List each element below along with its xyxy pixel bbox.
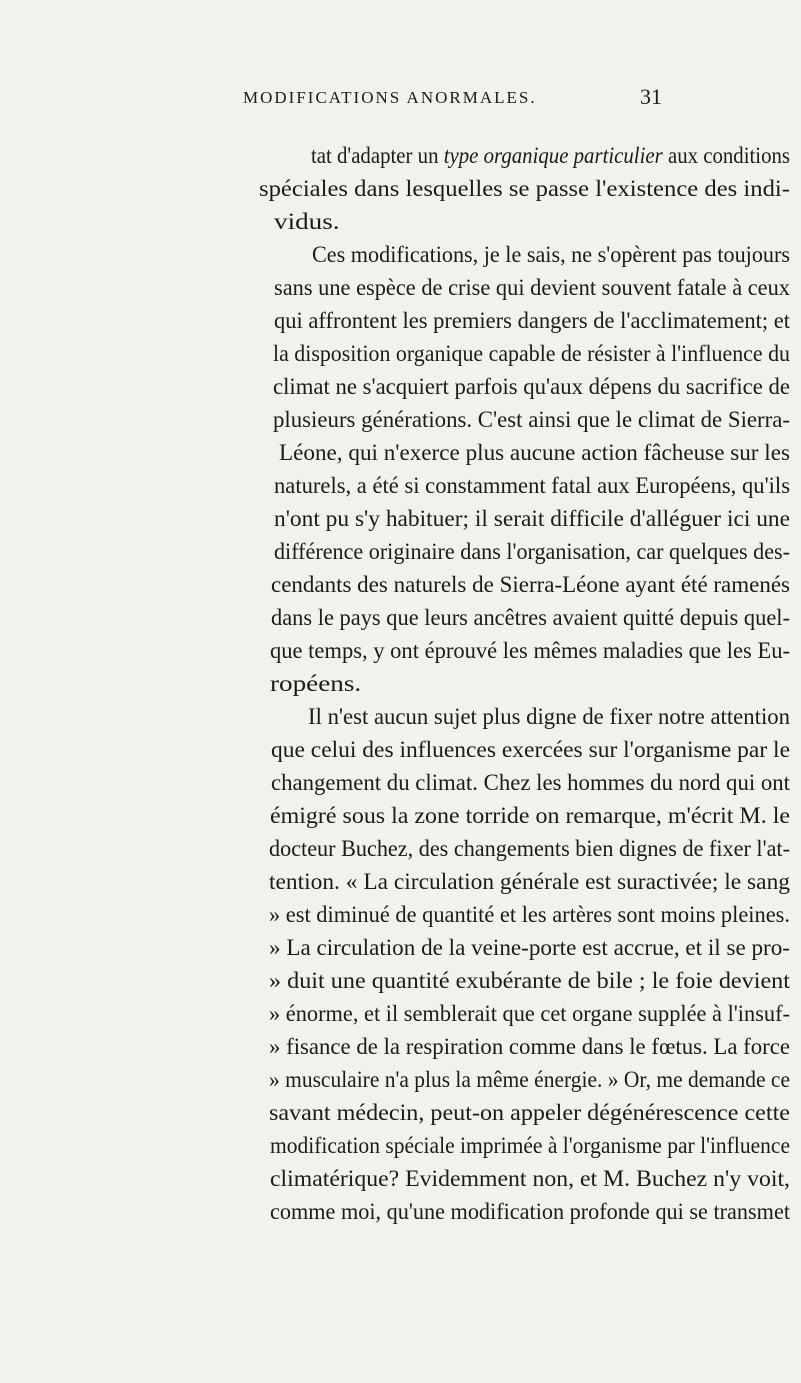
text-line — [0, 473, 801, 507]
text-line — [0, 605, 801, 639]
text-line-content — [311, 143, 790, 170]
text-line — [0, 1133, 801, 1167]
text-line-content: vidus. — [274, 209, 340, 235]
text-line — [0, 935, 801, 969]
text-line — [0, 1199, 801, 1233]
text-line-content: savant médecin, peut-on appeler dégénérescence cette — [269, 1100, 790, 1126]
text-line — [0, 1166, 801, 1200]
italic-text-run: type organique particulier — [443, 143, 663, 169]
text-line-content: émigré sous la zone torride on remarque, m'écrit M. le — [270, 803, 790, 829]
text-line — [0, 407, 801, 441]
text-line-content: » énorme, et il semblerait que cet organe supplée à l'insuf- — [269, 1001, 790, 1027]
text-line-content: différence originaire dans l'organisation, car quelques des- — [274, 539, 790, 565]
text-line-content: qui affrontent les premiers dangers de l'acclimatement; et — [274, 308, 790, 334]
text-line-content: sans une espèce de crise qui devient souvent fatale à ceux — [274, 275, 790, 301]
text-line-content: cendants des naturels de Sierra-Léone ayant été ramenés — [271, 572, 790, 598]
text-line — [0, 176, 801, 210]
text-line — [0, 1100, 801, 1134]
text-line — [0, 836, 801, 870]
text-line-content: climat ne s'acquiert parfois qu'aux dépens du sacrifice de — [273, 374, 790, 400]
text-line — [0, 209, 801, 243]
text-line-content: dans le pays que leurs ancêtres avaient quitté depuis quel- — [271, 605, 790, 631]
text-run: tat d'adapter un — [311, 143, 444, 169]
text-line-content: Il n'est aucun sujet plus digne de fixer notre attention — [308, 704, 790, 730]
text-line — [0, 506, 801, 540]
text-line — [0, 638, 801, 672]
text-line — [0, 968, 801, 1002]
text-line-content: Ces modifications, je le sais, ne s'opèrent pas toujours — [312, 242, 790, 268]
text-line-content: comme moi, qu'une modification profonde qui se transmet — [270, 1199, 790, 1225]
page-number: 31 — [640, 84, 662, 109]
text-line — [0, 803, 801, 837]
text-run: aux conditions — [662, 143, 790, 169]
text-line-content: plusieurs générations. C'est ainsi que le climat de Sierra- — [273, 407, 790, 433]
running-title: MODIFICATIONS ANORMALES. — [243, 88, 537, 107]
text-line-content: que temps, y ont éprouvé les mêmes maladies que les Eu- — [270, 638, 790, 664]
text-line — [0, 1034, 801, 1068]
text-line-content: docteur Buchez, des changements bien dignes de fixer l'at- — [269, 836, 790, 862]
text-line — [0, 539, 801, 573]
text-line-content: » duit une quantité exubérante de bile ; le foie devient — [269, 968, 790, 994]
text-line-content: » musculaire n'a plus la même énergie. » Or, me demande ce — [269, 1067, 790, 1093]
text-line-content: » fisance de la respiration comme dans le fœtus. La force — [269, 1034, 790, 1060]
text-line-content: spéciales dans lesquelles se passe l'existence des indi- — [259, 176, 790, 202]
text-line-content: climatérique? Evidemment non, et M. Buchez n'y voit, — [270, 1166, 790, 1192]
text-line — [0, 341, 801, 375]
text-line-content: modification spéciale imprimée à l'organisme par l'influence — [270, 1133, 790, 1159]
text-line-content: Léone, qui n'exerce plus aucune action fâcheuse sur les — [279, 440, 790, 466]
text-line — [0, 572, 801, 606]
text-line — [0, 869, 801, 903]
text-line-content: » est diminué de quantité et les artères sont moins pleines. — [269, 902, 790, 928]
text-line-content: naturels, a été si constamment fatal aux Européens, qu'ils — [274, 473, 790, 499]
text-line-content: ropéens. — [270, 671, 362, 697]
text-line — [0, 737, 801, 771]
text-line-content: » La circulation de la veine-porte est accrue, et il se pro- — [269, 935, 790, 961]
text-line-content: n'ont pu s'y habituer; il serait difficile d'alléguer ici une — [274, 506, 790, 532]
text-line — [0, 704, 801, 738]
text-line — [0, 143, 801, 177]
text-line — [0, 308, 801, 342]
text-line — [0, 275, 801, 309]
text-line — [0, 902, 801, 936]
text-line-content: tention. « La circulation générale est suractivée; le sang — [269, 869, 790, 895]
text-line — [0, 374, 801, 408]
text-line-content: changement du climat. Chez les hommes du nord qui ont — [271, 770, 790, 796]
text-line — [0, 671, 801, 705]
text-line — [0, 440, 801, 474]
text-line — [0, 1001, 801, 1035]
text-line-content: que celui des influences exercées sur l'organisme par le — [271, 737, 790, 763]
text-line — [0, 770, 801, 804]
text-line — [0, 1067, 801, 1101]
text-line-content: la disposition organique capable de résister à l'influence du — [273, 341, 790, 367]
text-line — [0, 242, 801, 276]
